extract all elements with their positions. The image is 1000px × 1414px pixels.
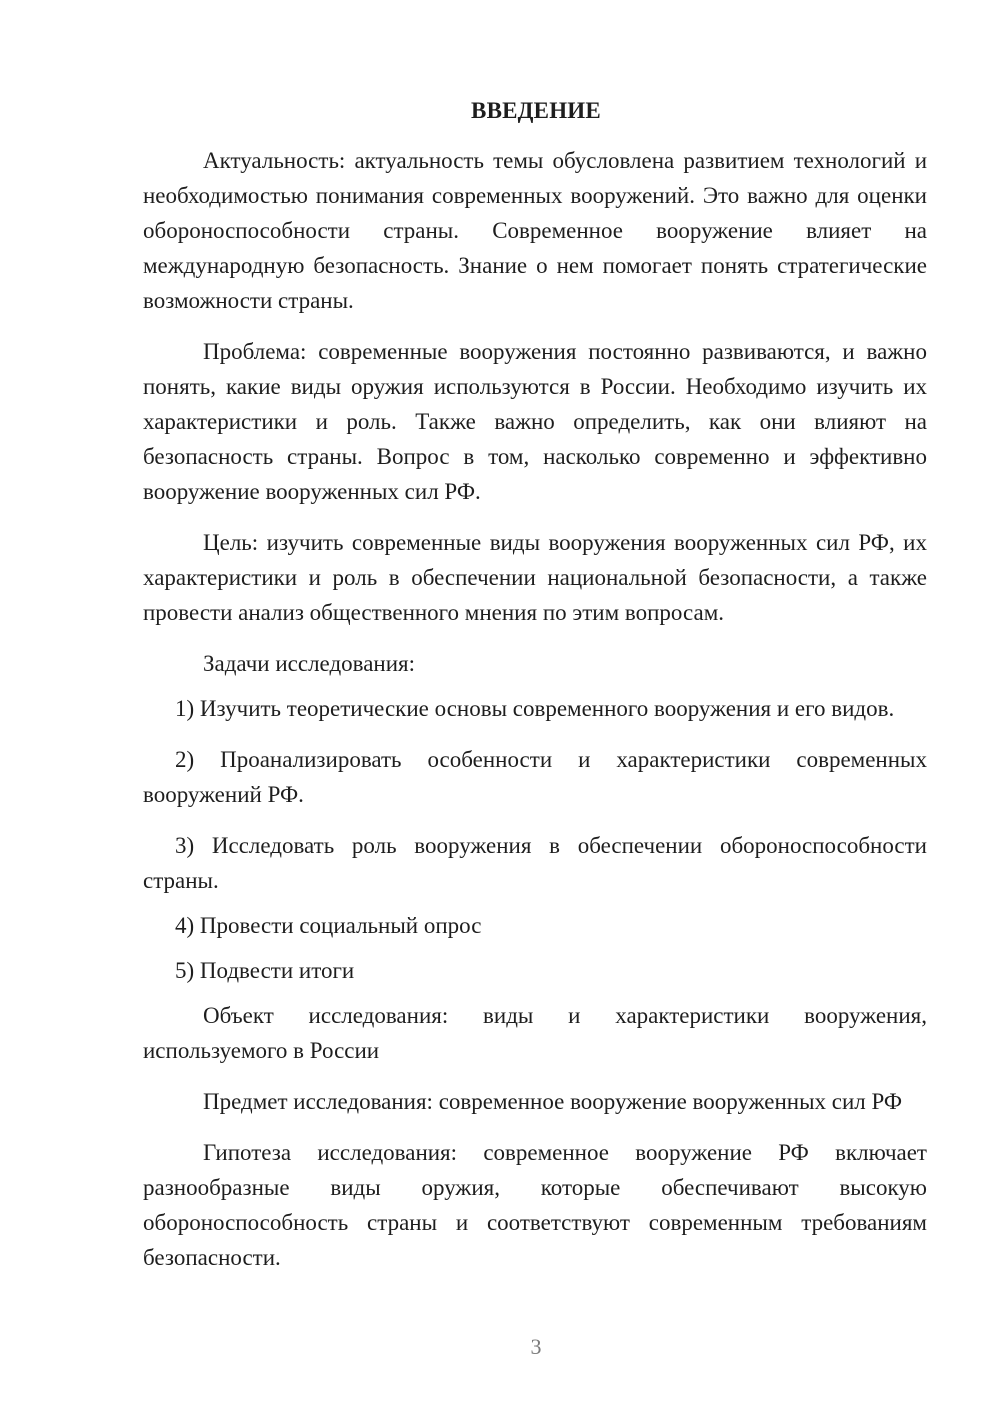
task-item-1: 1) Изучить теоретические основы современного вооружения и его видов. bbox=[175, 696, 895, 721]
section-title: ВВЕДЕНИЕ bbox=[471, 98, 601, 123]
document-body bbox=[143, 143, 927, 1275]
paragraph-hypothesis: Гипотеза исследования: современное вооружение РФ включает разнообразные виды оружия, которые обеспечивают высокую обороноспособность страны и соответствуют современным требованиям безопасности. bbox=[143, 1140, 927, 1270]
paragraph-goal: Цель: изучить современные виды вооружения вооруженных сил РФ, их характеристики и роль в обеспечении национальной безопасности, а также провести анализ общественного мнения по этим вопросам. bbox=[143, 530, 927, 625]
paragraph-relevance: Актуальность: актуальность темы обусловлена развитием технологий и необходимостью понимания современных вооружений. Это важно для оценки обороноспособности страны. Современное вооружение влияет на международную безопасность. Знание о нем помогает понять стратегические возможности страны. bbox=[143, 148, 927, 313]
task-item-5: 5) Подвести итоги bbox=[175, 958, 355, 983]
task-item-2: 2) Проанализировать особенности и характеристики современных вооружений РФ. bbox=[143, 747, 927, 807]
paragraph-problem: Проблема: современные вооружения постоянно развиваются, и важно понять, какие виды оружия используются в России. Необходимо изучить их характеристики и роль. Также важно определить, как они влияют на безопасность страны. Вопрос в том, насколько современно и эффективно вооружение вооруженных сил РФ. bbox=[143, 339, 927, 504]
task-item-3: 3) Исследовать роль вооружения в обеспечении обороноспособности страны. bbox=[143, 833, 927, 893]
task-item-4: 4) Провести социальный опрос bbox=[175, 913, 482, 938]
paragraph-object: Объект исследования: виды и характеристики вооружения, используемого в России bbox=[143, 1003, 927, 1063]
page-number: 3 bbox=[530, 1334, 542, 1359]
paragraph-tasks-heading: Задачи исследования: bbox=[203, 651, 416, 676]
paragraph-subject: Предмет исследования: современное вооружение вооруженных сил РФ bbox=[203, 1089, 903, 1114]
